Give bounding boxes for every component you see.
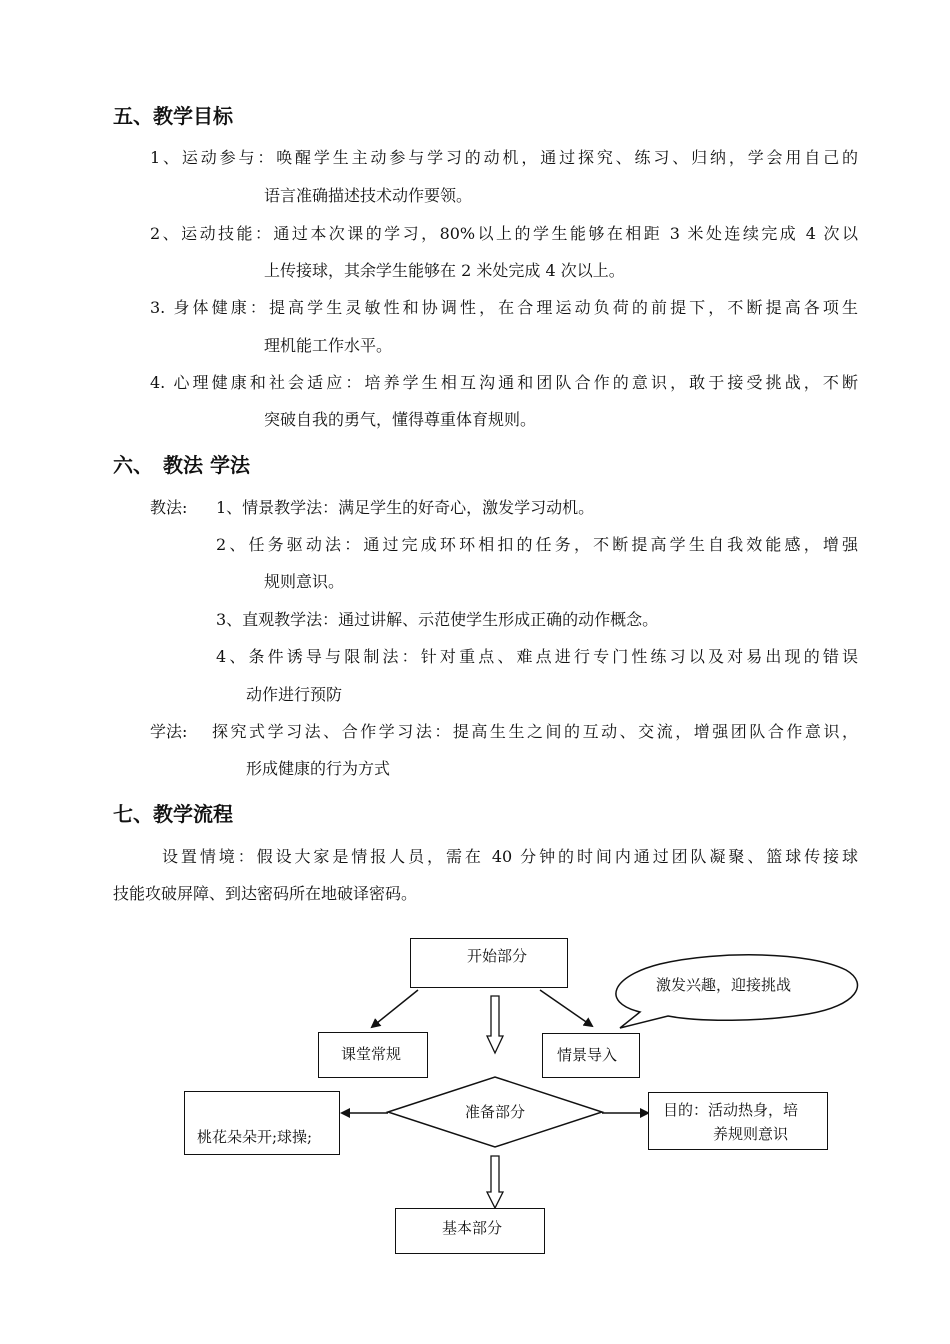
left-activity-label: 桃花朵朵开;球操; [197,1128,313,1146]
flow-intro-line1: 设置情境：假设大家是情报人员，需在 40 分钟的时间内通过团队凝聚、篮球传接球 [162,847,858,866]
start-label: 开始部分 [467,947,528,965]
callout-text: 激发兴趣，迎接挑战 [656,976,792,994]
arrow-to-scene [540,990,592,1026]
heading-goals: 五、教学目标 [113,104,233,128]
flow-intro-line2: 技能攻破屏障、到达密码所在地破译密码。 [113,884,418,903]
learn-line1: 探究式学习法、合作学习法：提高生生之间的互动、交流，增强团队合作意识， [212,722,858,741]
teach-4-line2: 动作进行预防 [246,685,343,704]
heading-methods: 六、 教法 学法 [113,453,250,477]
learn-label: 学法: [150,722,188,741]
teach-2-line2: 规则意识。 [264,572,345,591]
teach-3-line1: 3、直观教学法：通过讲解、示范使学生形成正确的动作概念。 [216,610,659,629]
teach-4-line1: 4、条件诱导与限制法：针对重点、难点进行专门性练习以及对易出现的错误 [216,647,858,666]
goal-2-line2: 上传接球，其余学生能够在 2 米处完成 4 次以上。 [264,261,625,280]
basic-box [395,1208,545,1254]
goal-4-line2: 突破自我的勇气，懂得尊重体育规则。 [264,410,537,429]
learn-line2: 形成健康的行为方式 [246,759,391,778]
start-box [410,938,568,988]
goal-1-line1: 1、运动参与：唤醒学生主动参与学习的动机，通过探究、练习、归纳，学会用自己的 [150,148,858,167]
goal-3-line2: 理机能工作水平。 [264,336,393,355]
routine-label: 课堂常规 [341,1045,402,1063]
basic-label: 基本部分 [442,1219,503,1237]
hollow-arrow-down-2 [487,1156,503,1208]
left-activity-box [184,1091,340,1155]
hollow-arrow-down-1 [487,996,503,1053]
goal-4-line1: 4. 心理健康和社会适应：培养学生相互沟通和团队合作的意识，敢于接受挑战，不断 [150,373,858,392]
scene-label: 情景导入 [557,1046,618,1064]
arrow-to-routine [372,990,418,1027]
teach-1-line1: 1、情景教学法：满足学生的好奇心，激发学习动机。 [216,498,595,517]
goal-box [648,1092,828,1150]
teach-label: 教法: [150,498,188,517]
teach-2-line1: 2、任务驱动法：通过完成环环相扣的任务，不断提高学生自我效能感，增强 [216,535,858,554]
goal-1-line2: 语言准确描述技术动作要领。 [264,186,473,205]
heading-flow: 七、教学流程 [113,802,233,826]
goal-line2: 养规则意识 [713,1125,789,1143]
goal-2-line1: 2、运动技能：通过本次课的学习，80%以上的学生能够在相距 3 米处连续完成 4 次以 [150,224,858,243]
goal-line1: 目的：活动热身，培 [663,1101,799,1119]
scene-box [542,1033,640,1078]
goal-3-line1: 3. 身体健康：提高学生灵敏性和协调性，在合理运动负荷的前提下，不断提高各项生 [150,298,858,317]
prep-label: 准备部分 [465,1103,526,1121]
routine-box [318,1032,428,1078]
